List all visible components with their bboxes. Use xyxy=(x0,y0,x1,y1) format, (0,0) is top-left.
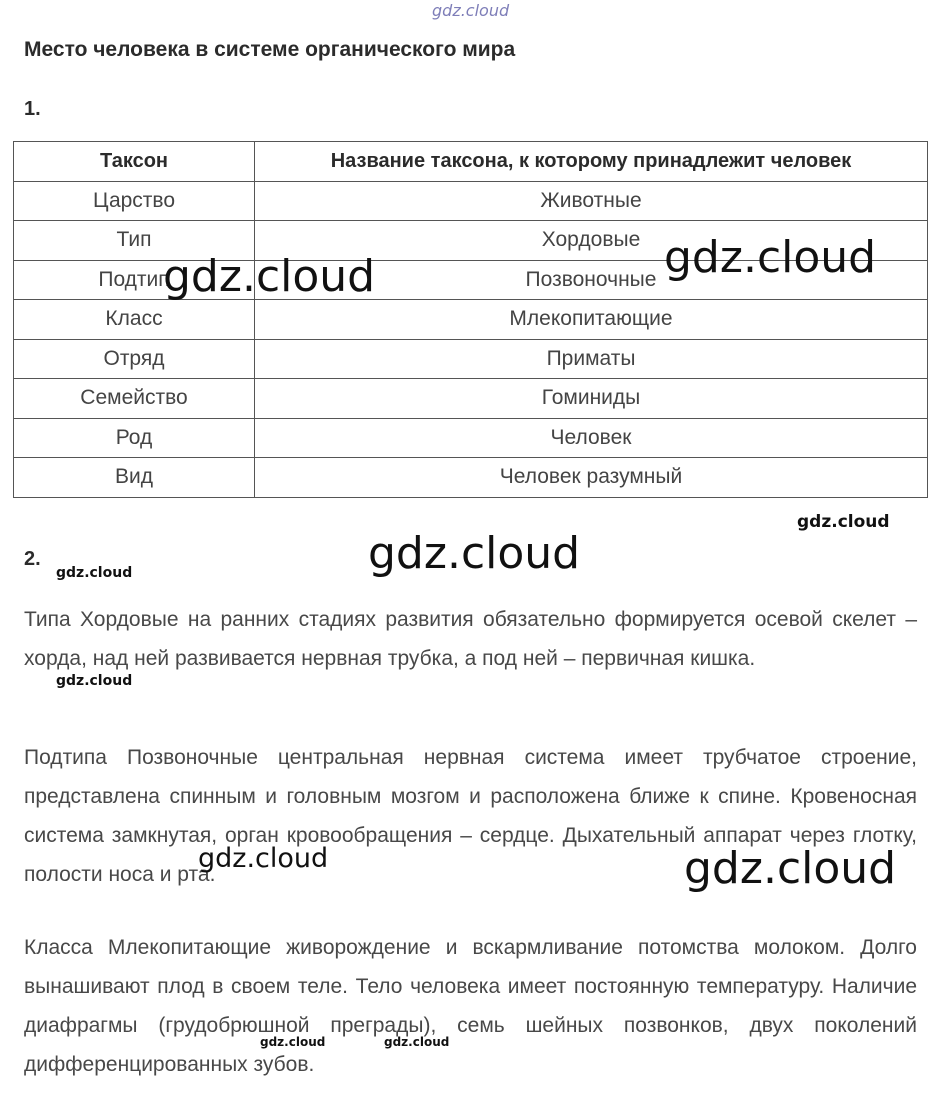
table-row xyxy=(14,181,928,221)
taxon-name-cell: Гоминиды xyxy=(255,379,928,419)
watermark: gdz.cloud xyxy=(56,565,133,581)
taxon-cell: Царство xyxy=(14,181,255,221)
watermark: gdz.cloud xyxy=(797,512,890,532)
page-title: Место человека в системе органического мира xyxy=(24,38,516,61)
watermark: gdz.cloud xyxy=(163,251,376,302)
paragraph-vertebrates: Подтипа Позвоночные центральная нервная система имеет трубчатое строение, представлена спинным и головным мозгом и расположена ближе к спине. Кровеносная система замкнутая, орган кровообращения – сердце. Дыхательный аппарат через глотку, полости носа и рта. xyxy=(24,746,917,886)
taxon-name-cell: Хордовые xyxy=(255,221,928,261)
watermark: gdz.cloud xyxy=(384,1035,450,1049)
watermark: gdz.cloud xyxy=(432,1,510,20)
table-row xyxy=(14,300,928,340)
column-header-taxon: Таксон xyxy=(14,142,255,182)
paragraph-chordates: Типа Хордовые на ранних стадиях развития обязательно формируется осевой скелет – хорда, над ней развивается нервная трубка, а под ней – первичная кишка. xyxy=(24,608,917,670)
taxon-name-cell: Человек разумный xyxy=(255,458,928,498)
table-row xyxy=(14,379,928,419)
section-number-2: 2. xyxy=(24,548,41,570)
taxon-name-cell: Животные xyxy=(255,181,928,221)
watermark: gdz.cloud xyxy=(368,528,581,579)
taxon-name-cell: Млекопитающие xyxy=(255,300,928,340)
watermark: gdz.cloud xyxy=(56,673,133,689)
table-row xyxy=(14,458,928,498)
table-row xyxy=(14,339,928,379)
table-row xyxy=(14,418,928,458)
taxon-cell: Род xyxy=(14,418,255,458)
column-header-name: Название таксона, к которому принадлежит человек xyxy=(255,142,928,182)
taxon-table xyxy=(13,141,928,498)
taxon-cell: Семейство xyxy=(14,379,255,419)
watermark: gdz.cloud xyxy=(664,232,877,283)
taxon-name-cell: Позвоночные xyxy=(255,260,928,300)
table-header-row xyxy=(14,142,928,182)
watermark: gdz.cloud xyxy=(684,843,897,894)
taxon-cell: Класс xyxy=(14,300,255,340)
watermark: gdz.cloud xyxy=(198,843,329,874)
taxon-cell: Тип xyxy=(14,221,255,261)
taxon-cell: Подтип xyxy=(14,260,255,300)
section-number-1: 1. xyxy=(24,98,41,120)
taxon-cell: Отряд xyxy=(14,339,255,379)
taxon-name-cell: Человек xyxy=(255,418,928,458)
taxon-cell: Вид xyxy=(14,458,255,498)
taxon-name-cell: Приматы xyxy=(255,339,928,379)
watermark: gdz.cloud xyxy=(260,1035,326,1049)
paragraph-mammals: Класса Млекопитающие живорождение и вскармливание потомства молоком. Долго вынашивают плод в своем теле. Тело человека имеет постоянную температуру. Наличие диафрагмы (грудобрюшной преграды), семь шейных позвонков, двух поколений дифференцированных зубов. xyxy=(24,936,917,1076)
